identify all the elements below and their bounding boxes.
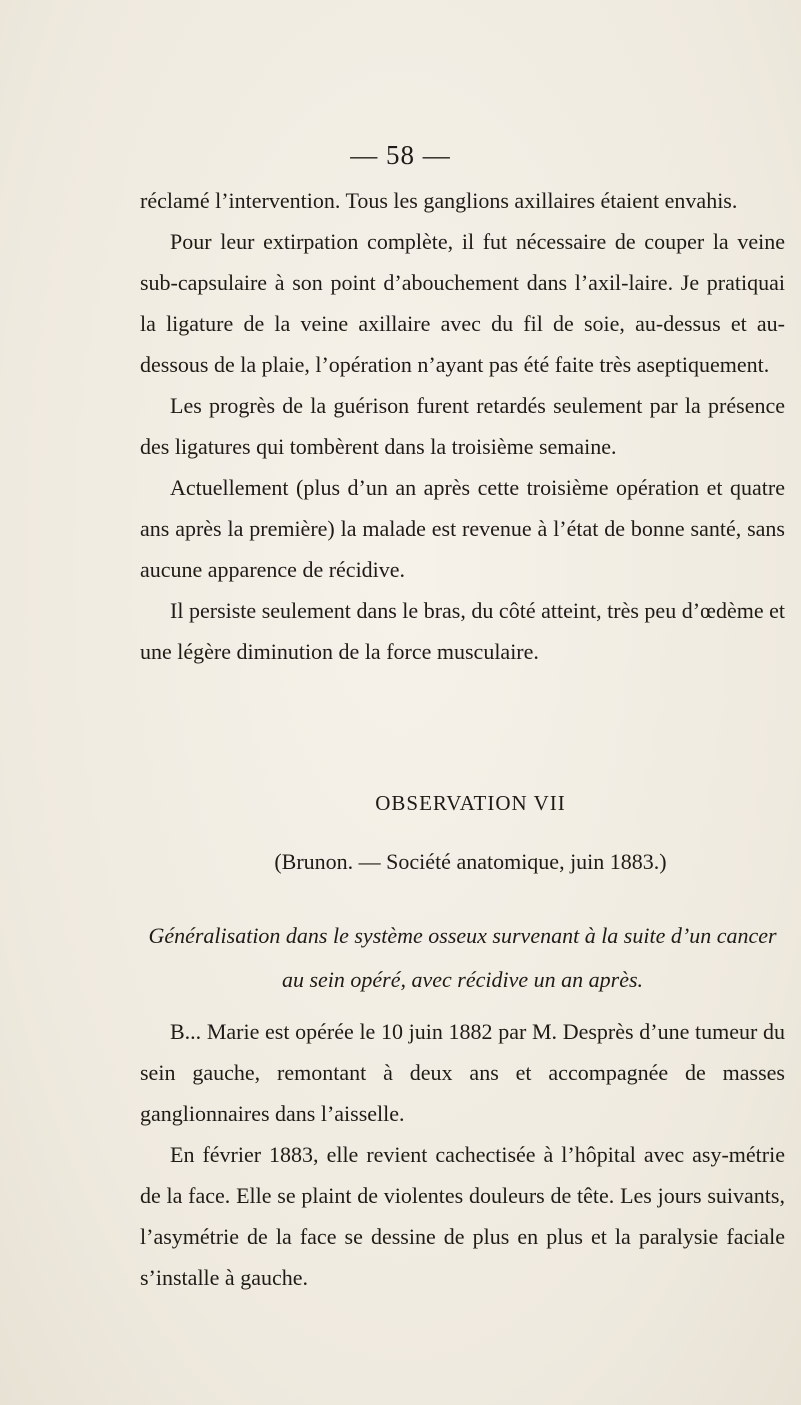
page-number: — 58 — (350, 140, 451, 170)
paragraph: Les progrès de la guérison furent retardés seulement par la présence des ligatures qui tombèrent dans la troisième semaine. (140, 393, 785, 459)
observation-source: (Brunon. — Société anatomique, juin 1883.) (274, 849, 667, 874)
text-block-top (140, 180, 785, 672)
observation-title: OBSERVATION VII (375, 791, 566, 815)
paragraph: En février 1883, elle revient cachectisée à l’hôpital avec asy-métrie de la face. Elle se plaint de violentes douleurs de tête. Les jours suivants, l’asymétrie de la face se dessine de plus en plus et la paralysie faciale s’installe à gauche. (140, 1142, 785, 1290)
paragraph: réclamé l’intervention. Tous les ganglions axillaires étaient envahis. (140, 188, 738, 213)
paragraph: B... Marie est opérée le 10 juin 1882 par M. Desprès d’une tumeur du sein gauche, remontant à deux ans et accompagnée de masses ganglionnaires dans l’aisselle. (140, 1019, 785, 1126)
paragraph: Il persiste seulement dans le bras, du côté atteint, très peu d’œdème et une légère diminution de la force musculaire. (140, 598, 785, 664)
paragraph: Pour leur extirpation complète, il fut nécessaire de couper la veine sub-capsulaire à son point d’abouchement dans l’axil-laire. Je pratiquai la ligature de la veine axillaire avec du fil de soie, au-dessus et au-dessous de la plaie, l’opération n’ayant pas été faite très aseptiquement. (140, 229, 785, 377)
paragraph: Actuellement (plus d’un an après cette troisième opération et quatre ans après la première) la malade est revenue à l’état de bonne santé, sans aucune apparence de récidive. (140, 475, 785, 582)
text-block-bottom (140, 1011, 785, 1298)
observation-subtitle: Généralisation dans le système osseux survenant à la suite d’un cancer au sein opéré, avec récidive un an après. (148, 923, 777, 992)
